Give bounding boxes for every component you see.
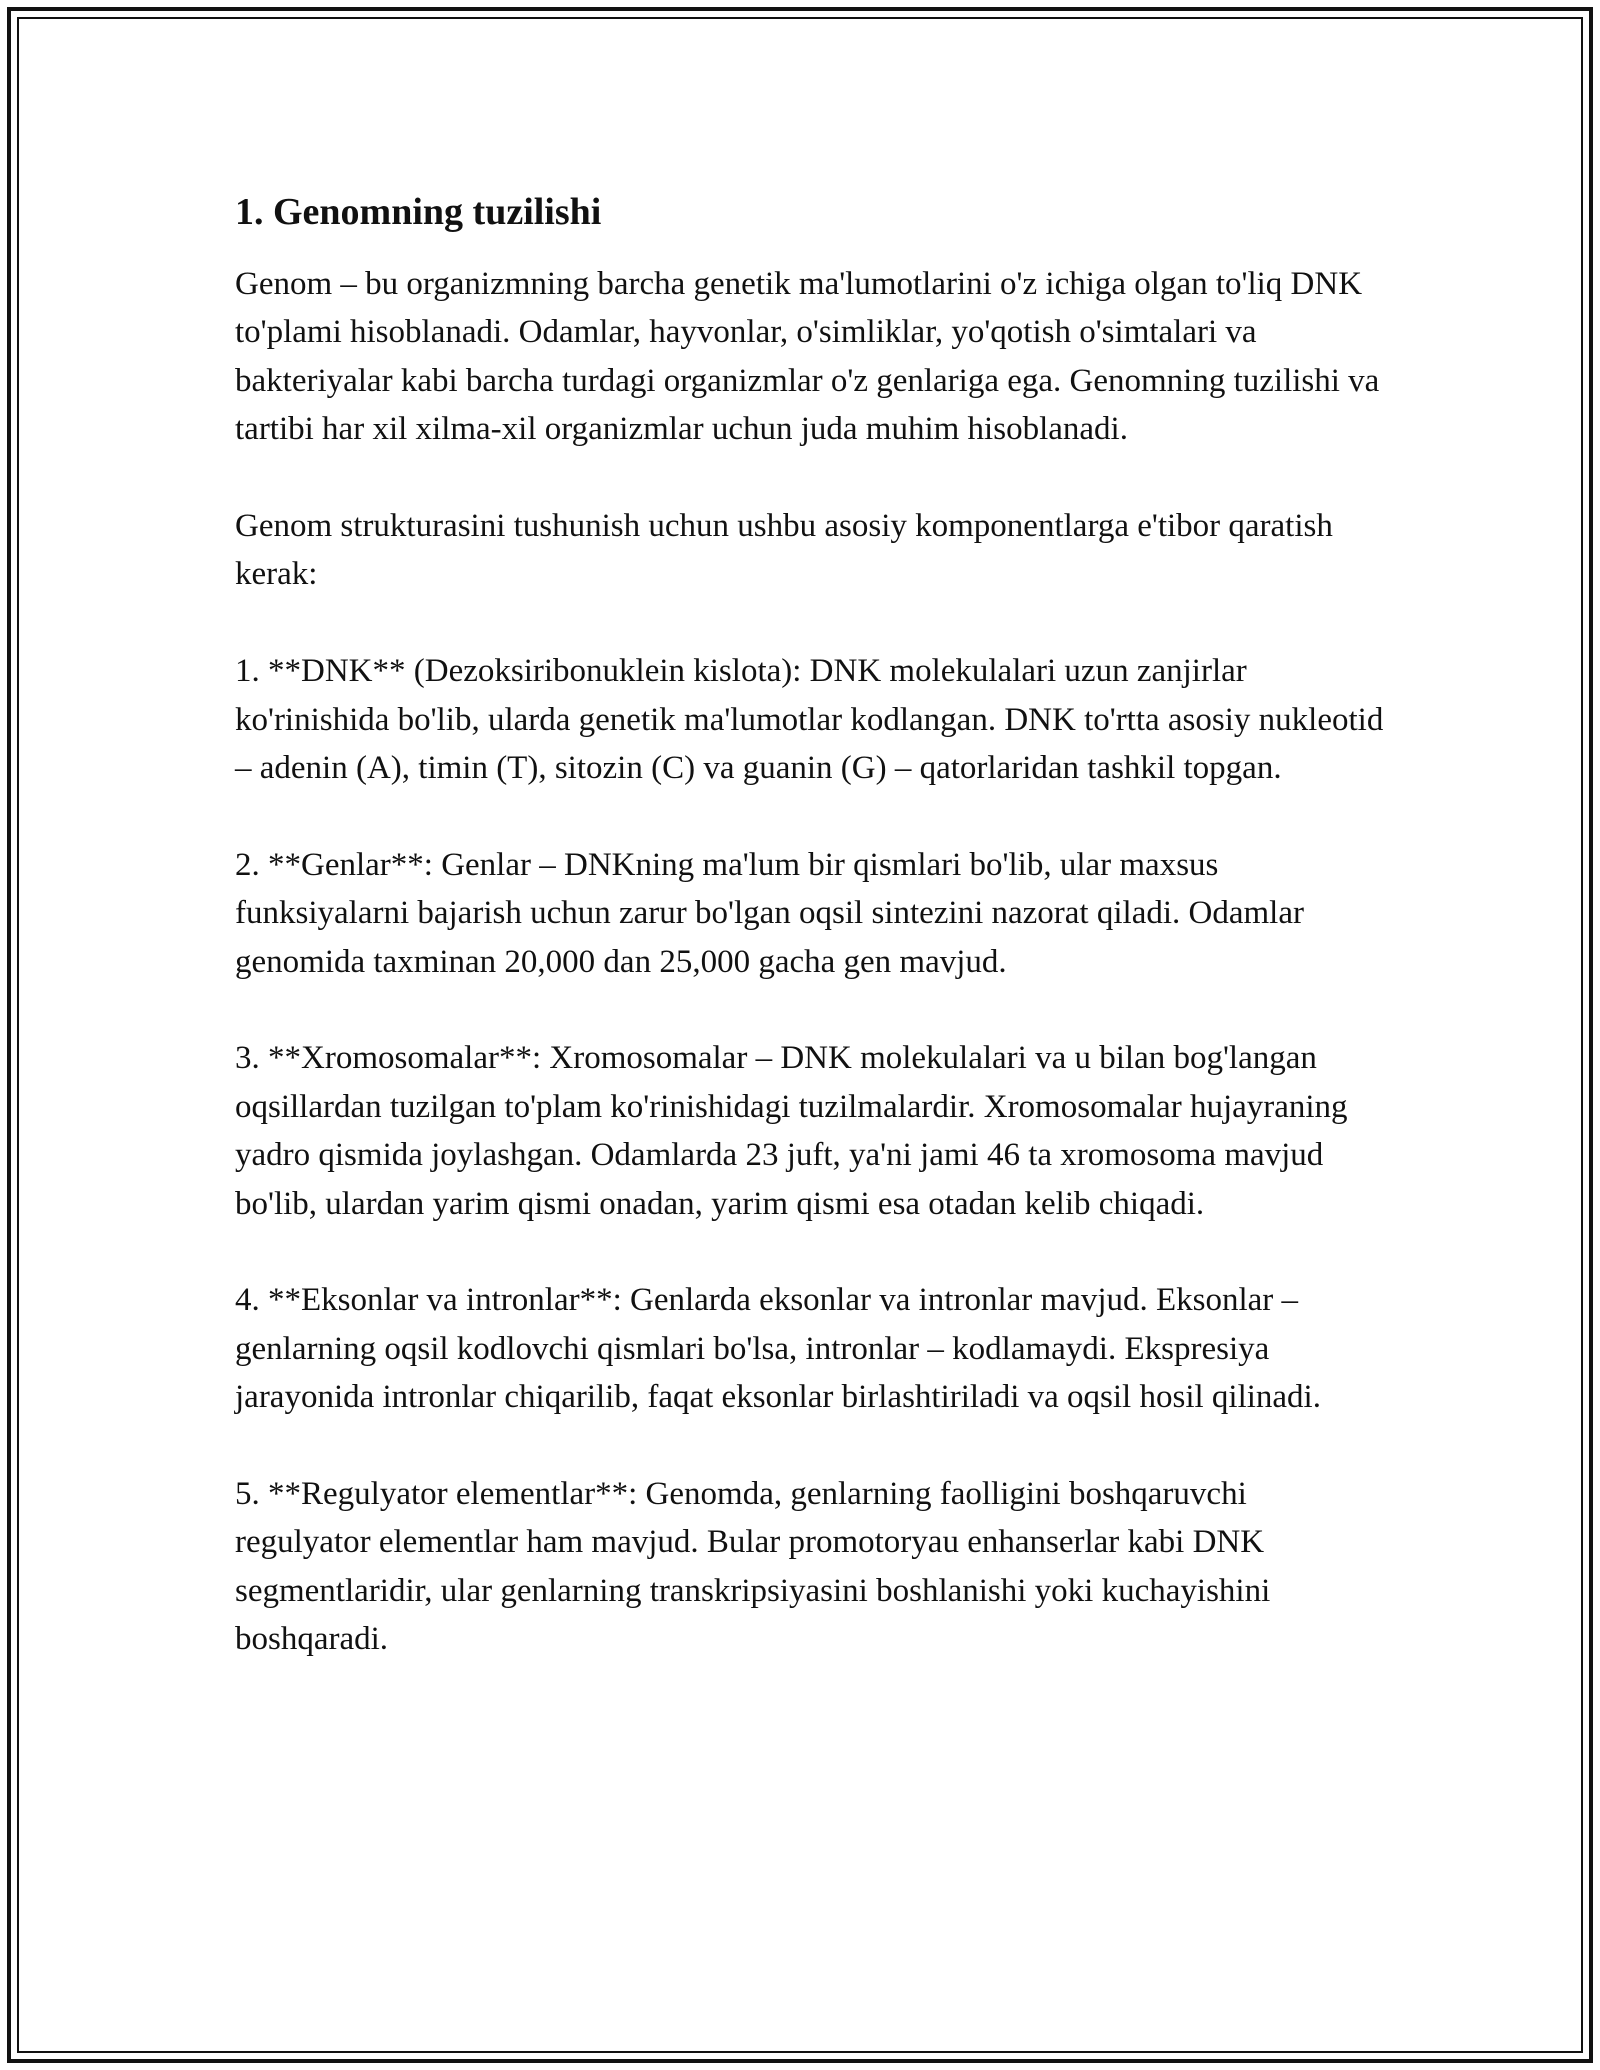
section-heading: 1. Genomning tuzilishi: [235, 191, 602, 233]
list-item-regulyator-elementlar: 5. **Regulyator elementlar**: Genomda, genlarning faolligini boshqaruvchi regulyator elementlar ham mavjud. Bular promotoryau enhanserlar kabi DNK segmentlaridir, ular genlarning transkripsiyasini boshlanishi yoki kuchayishini boshqaradi.: [235, 1476, 1271, 1658]
paragraph-intro: Genom – bu organizmning barcha genetik ma'lumotlarini o'z ichiga olgan to'liq DNK to'plami hisoblanadi. Odamlar, hayvonlar, o'simliklar, yo'qotish o'simtalari va bakteriyalar kabi barcha turdagi organizmlar o'z genlariga ega. Genomning tuzilishi va tartibi har xil xilma-xil organizmlar uchun juda muhim hisoblanadi.: [235, 266, 1380, 448]
document-body: [235, 188, 1385, 1712]
list-item-xromosomalar: 3. **Xromosomalar**: Xromosomalar – DNK molekulalari va u bilan bog'langan oqsillardan tuzilgan to'plam ko'rinishidagi tuzilmalardir. Xromosomalar hujayraning yadro qismida joylashgan. Odamlarda 23 juft, ya'ni jami 46 ta xromosoma mavjud bo'lib, ulardan yarim qismi onadan, yarim qismi esa otadan kelib chiqadi.: [235, 1040, 1348, 1222]
list-item-eksonlar-intronlar: 4. **Eksonlar va intronlar**: Genlarda eksonlar va intronlar mavjud. Eksonlar – genlarning oqsil kodlovchi qismlari bo'lsa, intronlar – kodlamaydi. Ekspresiya jarayonida intronlar chiqarilib, faqat eksonlar birlashtiriladi va oqsil hosil qilinadi.: [235, 1282, 1321, 1416]
list-item-dnk: 1. **DNK** (Dezoksiribonuklein kislota): DNK molekulalari uzun zanjirlar ko'rinishida bo'lib, ularda genetik ma'lumotlar kodlangan. DNK to'rtta asosiy nukleotid – adenin (A), timin (T), sitozin (C) va guanin (G) – qatorlaridan tashkil topgan.: [235, 653, 1384, 787]
paragraph-components-lead: Genom strukturasini tushunish uchun ushbu asosiy komponentlarga e'tibor qaratish kerak:: [235, 508, 1333, 593]
list-item-genlar: 2. **Genlar**: Genlar – DNKning ma'lum bir qismlari bo'lib, ular maxsus funksiyalarni bajarish uchun zarur bo'lgan oqsil sintezini nazorat qiladi. Odamlar genomida taxminan 20,000 dan 25,000 gacha gen mavjud.: [235, 846, 1304, 980]
